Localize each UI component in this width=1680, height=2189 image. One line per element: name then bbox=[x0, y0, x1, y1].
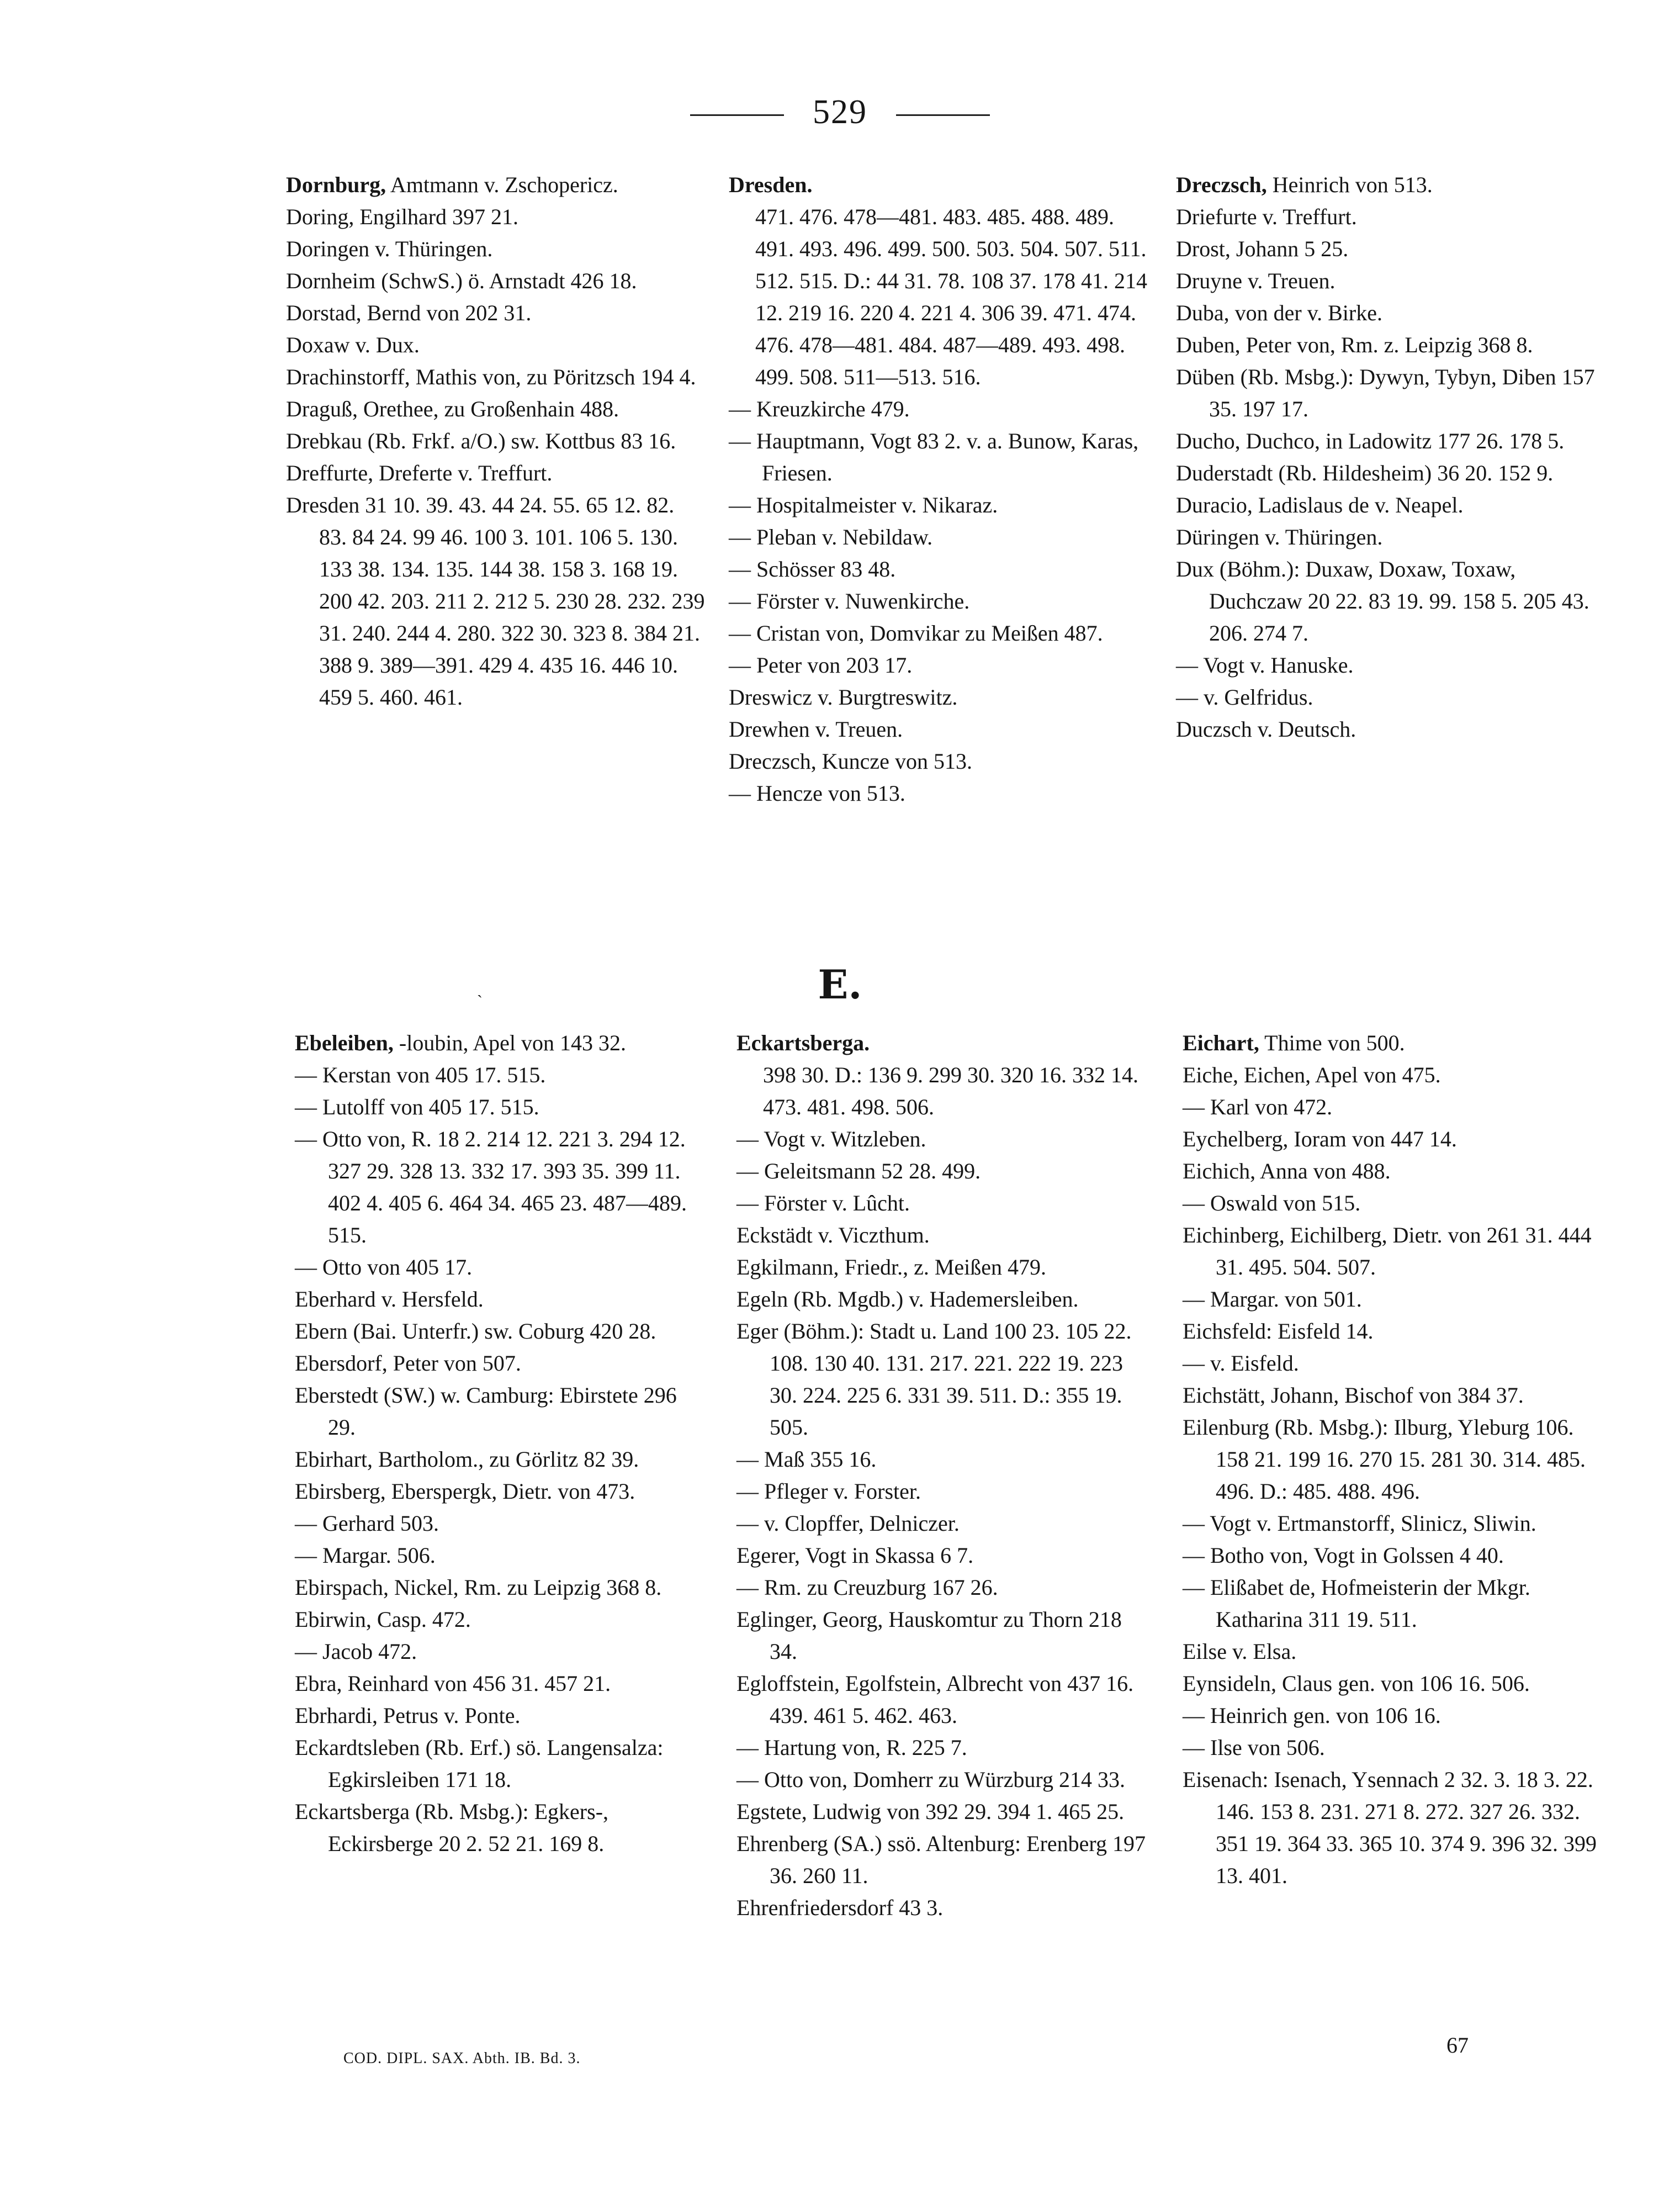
index-entry bbox=[295, 1444, 706, 1476]
index-entry bbox=[1176, 489, 1601, 521]
entry-text: — Kreuzkirche 479. bbox=[729, 396, 910, 421]
index-entry bbox=[1183, 1347, 1608, 1379]
entry-text: — Hencze von 513. bbox=[729, 781, 905, 806]
index-entry bbox=[736, 1027, 1154, 1059]
entry-text: — Förster v. Nuwenkirche. bbox=[729, 589, 970, 614]
index-entry bbox=[1176, 713, 1601, 745]
entry-text: Drost, Johann 5 25. bbox=[1176, 236, 1349, 261]
index-entry bbox=[286, 393, 706, 425]
signature-line: COD. DIPL. SAX. Abth. IB. Bd. 3. bbox=[343, 2050, 581, 2067]
index-entry bbox=[295, 1700, 706, 1732]
entry-headword: Ebeleiben, bbox=[295, 1030, 394, 1055]
entry-text: Dornheim (SchwS.) ö. Arnstadt 426 18. bbox=[286, 268, 637, 293]
entry-text: Egeln (Rb. Mgdb.) v. Hademersleiben. bbox=[736, 1287, 1079, 1312]
index-entry bbox=[286, 297, 706, 329]
index-column-top-1 bbox=[286, 169, 706, 713]
index-entry bbox=[1183, 1123, 1608, 1155]
index-entry bbox=[295, 1379, 706, 1444]
index-entry bbox=[295, 1540, 706, 1572]
entry-text: — Maß 355 16. bbox=[736, 1447, 877, 1472]
entry-text: Eckardtsleben (Rb. Erf.) sö. Langensalza: Egkirsleiben 171 18. bbox=[295, 1735, 664, 1792]
entry-text: Dux (Böhm.): Duxaw, Doxaw, Toxaw, Duchczaw 20 22. 83 19. 99. 158 5. 205 43. 206. 274 7. bbox=[1176, 557, 1589, 646]
entry-text: Driefurte v. Treffurt. bbox=[1176, 204, 1357, 229]
entry-text: — Otto von, Domherr zu Würzburg 214 33. bbox=[736, 1767, 1125, 1792]
index-entry bbox=[295, 1796, 706, 1860]
index-entry bbox=[295, 1604, 706, 1636]
index-entry bbox=[1183, 1379, 1608, 1411]
entry-text: — Botho von, Vogt in Golssen 4 40. bbox=[1183, 1543, 1504, 1568]
entry-text: — v. Gelfridus. bbox=[1176, 685, 1313, 710]
entry-text: — Kerstan von 405 17. 515. bbox=[295, 1062, 546, 1087]
entry-text: Drachinstorff, Mathis von, zu Pöritzsch 194 4. bbox=[286, 364, 696, 389]
entry-text: Eichstätt, Johann, Bischof von 384 37. bbox=[1183, 1383, 1524, 1408]
entry-text: — Geleitsmann 52 28. 499. bbox=[736, 1159, 981, 1183]
entry-text: Dreswicz v. Burgtreswitz. bbox=[729, 685, 958, 710]
index-entry bbox=[729, 425, 1154, 489]
index-entry bbox=[1183, 1155, 1608, 1187]
entry-text: Heinrich von 513. bbox=[1266, 172, 1433, 197]
index-entry bbox=[729, 201, 1154, 393]
index-entry bbox=[736, 1540, 1154, 1572]
section-letter: E. bbox=[818, 961, 862, 1008]
entry-text: — Jacob 472. bbox=[295, 1639, 417, 1664]
index-entry bbox=[736, 1732, 1154, 1764]
index-entry bbox=[295, 1508, 706, 1540]
entry-text: Eberhard v. Hersfeld. bbox=[295, 1287, 484, 1312]
entry-text: — Karl von 472. bbox=[1183, 1094, 1333, 1119]
entry-text: Duczsch v. Deutsch. bbox=[1176, 717, 1356, 742]
index-entry bbox=[736, 1828, 1154, 1892]
entry-text: — Oswald von 515. bbox=[1183, 1191, 1361, 1215]
entry-text: Dreffurte, Dreferte v. Treffurt. bbox=[286, 461, 553, 485]
index-entry bbox=[1183, 1732, 1608, 1764]
index-entry bbox=[729, 778, 1154, 810]
entry-text: Drewhen v. Treuen. bbox=[729, 717, 903, 742]
entry-text: — Vogt v. Hanuske. bbox=[1176, 653, 1354, 678]
index-entry bbox=[1176, 201, 1601, 233]
entry-text: — Hospitalmeister v. Nikaraz. bbox=[729, 493, 998, 517]
entry-text: Duderstadt (Rb. Hildesheim) 36 20. 152 9. bbox=[1176, 461, 1554, 485]
index-entry bbox=[295, 1732, 706, 1796]
index-entry bbox=[736, 1123, 1154, 1155]
entry-text: Eisenach: Isenach, Ysennach 2 32. 3. 18 3. 22. 146. 153 8. 231. 271 8. 272. 327 26. 332. 351 19. 364 33. 365 10. 374 9. 396 32. 399 13. 401. bbox=[1183, 1767, 1597, 1888]
index-entry bbox=[1176, 265, 1601, 297]
index-entry bbox=[1176, 297, 1601, 329]
entry-text: Dorstad, Bernd von 202 31. bbox=[286, 300, 532, 325]
index-entry bbox=[1176, 169, 1601, 201]
entry-text: Düringen v. Thüringen. bbox=[1176, 525, 1383, 549]
index-entry bbox=[286, 329, 706, 361]
entry-text: — Hauptmann, Vogt 83 2. v. a. Bunow, Karas, Friesen. bbox=[729, 429, 1139, 485]
index-entry bbox=[1183, 1187, 1608, 1219]
index-entry bbox=[729, 169, 1154, 201]
entry-text: — Peter von 203 17. bbox=[729, 653, 913, 678]
entry-text: — Cristan von, Domvikar zu Meißen 487. bbox=[729, 621, 1103, 646]
entry-text: Ebern (Bai. Unterfr.) sw. Coburg 420 28. bbox=[295, 1319, 656, 1344]
entry-text: Ehrenberg (SA.) ssö. Altenburg: Erenberg 197 36. 260 11. bbox=[736, 1831, 1146, 1888]
entry-text: Draguß, Orethee, zu Großenhain 488. bbox=[286, 396, 619, 421]
index-entry bbox=[286, 233, 706, 265]
entry-headword: Eichart, bbox=[1183, 1030, 1259, 1055]
index-column-bottom-1 bbox=[295, 1027, 706, 1860]
entry-text: Dresden 31 10. 39. 43. 44 24. 55. 65 12. 82. 83. 84 24. 99 46. 100 3. 101. 106 5. 130. 133 38. 134. 135. 144 38. 158 3. 168 19. 200 42. 203. 211 2. 212 5. 230 28. 232. 239 31. 240. 244 4. 280. 322 30. 323 8. 384 21. 388 9. 389—391. 429 4. 435 16. 446 10. 459 5. 460. 461. bbox=[286, 493, 705, 710]
entry-text: 471. 476. 478—481. 483. 485. 488. 489. 491. 493. 496. 499. 500. 503. 504. 507. 511. 512. 515. D.: 44 31. 78. 108 37. 178 41. 214 12. 219 16. 220 4. 221 4. 306 39. 471. 474. 476. 478—481. 484. 487—489. 493. 498. 499. 508. 511—513. 516. bbox=[755, 204, 1147, 389]
header-rule-left bbox=[690, 114, 784, 116]
index-entry bbox=[295, 1315, 706, 1347]
entry-text: — Heinrich gen. von 106 16. bbox=[1183, 1703, 1441, 1728]
entry-text: — Pleban v. Nebildaw. bbox=[729, 525, 933, 549]
index-entry bbox=[729, 713, 1154, 745]
entry-text: Thime von 500. bbox=[1259, 1030, 1405, 1055]
entry-text: — Hartung von, R. 225 7. bbox=[736, 1735, 967, 1760]
index-entry bbox=[295, 1668, 706, 1700]
entry-text: Duracio, Ladislaus de v. Neapel. bbox=[1176, 493, 1464, 517]
index-column-top-3 bbox=[1176, 169, 1601, 745]
index-entry bbox=[729, 553, 1154, 585]
index-entry bbox=[295, 1347, 706, 1379]
entry-text: Egloffstein, Egolfstein, Albrecht von 437 16. 439. 461 5. 462. 463. bbox=[736, 1671, 1134, 1728]
entry-text: Duben, Peter von, Rm. z. Leipzig 368 8. bbox=[1176, 332, 1533, 357]
index-entry bbox=[295, 1251, 706, 1283]
entry-text: Egkilmann, Friedr., z. Meißen 479. bbox=[736, 1255, 1047, 1279]
index-entry bbox=[729, 521, 1154, 553]
entry-text: Eger (Böhm.): Stadt u. Land 100 23. 105 22. 108. 130 40. 131. 217. 221. 222 19. 223 30. 224. 225 6. 331 39. 511. D.: 355 19. 505. bbox=[736, 1319, 1132, 1440]
entry-text: — Lutolff von 405 17. 515. bbox=[295, 1094, 539, 1119]
entry-text: — Rm. zu Creuzburg 167 26. bbox=[736, 1575, 998, 1600]
entry-text: — Vogt v. Witzleben. bbox=[736, 1127, 926, 1151]
entry-text: Doringen v. Thüringen. bbox=[286, 236, 493, 261]
entry-headword: Dornburg, bbox=[286, 172, 386, 197]
index-entry bbox=[286, 425, 706, 457]
index-entry bbox=[736, 1187, 1154, 1219]
entry-text: Ebirwin, Casp. 472. bbox=[295, 1607, 471, 1632]
entry-text: — Förster v. Lûcht. bbox=[736, 1191, 910, 1215]
index-entry bbox=[736, 1059, 1154, 1123]
entry-text: — v. Clopffer, Delniczer. bbox=[736, 1511, 960, 1536]
index-entry bbox=[729, 617, 1154, 649]
index-entry bbox=[736, 1508, 1154, 1540]
index-entry bbox=[736, 1315, 1154, 1444]
index-entry bbox=[729, 585, 1154, 617]
index-entry bbox=[736, 1219, 1154, 1251]
entry-text: Ebra, Reinhard von 456 31. 457 21. bbox=[295, 1671, 611, 1696]
index-entry bbox=[1183, 1668, 1608, 1700]
index-entry bbox=[295, 1027, 706, 1059]
index-entry bbox=[736, 1283, 1154, 1315]
entry-text: — Ilse von 506. bbox=[1183, 1735, 1325, 1760]
index-entry bbox=[1183, 1700, 1608, 1732]
entry-headword: Dreczsch, bbox=[1176, 172, 1267, 197]
index-entry bbox=[1176, 649, 1601, 681]
index-entry bbox=[1176, 681, 1601, 713]
entry-text: Ebirsberg, Eberspergk, Dietr. von 473. bbox=[295, 1479, 635, 1504]
entry-text: — Gerhard 503. bbox=[295, 1511, 439, 1536]
index-entry bbox=[736, 1668, 1154, 1732]
index-entry bbox=[295, 1283, 706, 1315]
index-entry bbox=[729, 393, 1154, 425]
entry-text: Ebersdorf, Peter von 507. bbox=[295, 1351, 521, 1376]
index-entry bbox=[1183, 1572, 1608, 1636]
index-entry bbox=[1176, 521, 1601, 553]
entry-text: — Pfleger v. Forster. bbox=[736, 1479, 921, 1504]
entry-text: Eiche, Eichen, Apel von 475. bbox=[1183, 1062, 1441, 1087]
index-entry bbox=[1183, 1540, 1608, 1572]
stray-mark: ˎ bbox=[477, 980, 483, 998]
entry-headword: Eckartsberga. bbox=[736, 1030, 870, 1055]
index-entry bbox=[1183, 1508, 1608, 1540]
entry-text: Düben (Rb. Msbg.): Dywyn, Tybyn, Diben 157 35. 197 17. bbox=[1176, 364, 1595, 421]
entry-text: — Elißabet de, Hofmeisterin der Mkgr. Katharina 311 19. 511. bbox=[1183, 1575, 1530, 1632]
index-entry bbox=[286, 457, 706, 489]
entry-text: Eckstädt v. Viczthum. bbox=[736, 1223, 930, 1247]
index-entry bbox=[736, 1444, 1154, 1476]
entry-text: Druyne v. Treuen. bbox=[1176, 268, 1335, 293]
entry-text: — v. Eisfeld. bbox=[1183, 1351, 1299, 1376]
index-entry bbox=[729, 681, 1154, 713]
index-entry bbox=[1176, 425, 1601, 457]
index-entry bbox=[295, 1572, 706, 1604]
entry-text: — Otto von 405 17. bbox=[295, 1255, 473, 1279]
entry-text: — Margar. von 501. bbox=[1183, 1287, 1362, 1312]
entry-text: Egerer, Vogt in Skassa 6 7. bbox=[736, 1543, 974, 1568]
index-entry bbox=[1183, 1091, 1608, 1123]
index-entry bbox=[1183, 1027, 1608, 1059]
entry-text: Amtmann v. Zschopericz. bbox=[386, 172, 618, 197]
index-entry bbox=[736, 1476, 1154, 1508]
index-column-bottom-3 bbox=[1183, 1027, 1608, 1892]
index-entry bbox=[736, 1796, 1154, 1828]
entry-text: — Vogt v. Ertmanstorff, Slinicz, Sliwin. bbox=[1183, 1511, 1536, 1536]
page-number: 529 bbox=[813, 93, 867, 131]
entry-text: Ducho, Duchco, in Ladowitz 177 26. 178 5. bbox=[1176, 429, 1565, 453]
index-entry bbox=[736, 1251, 1154, 1283]
index-entry bbox=[1183, 1764, 1608, 1892]
entry-text: Dreczsch, Kuncze von 513. bbox=[729, 749, 972, 774]
index-column-bottom-2 bbox=[736, 1027, 1154, 1924]
index-entry bbox=[1183, 1283, 1608, 1315]
entry-text: Ehrenfriedersdorf 43 3. bbox=[736, 1895, 944, 1920]
entry-text: Egstete, Ludwig von 392 29. 394 1. 465 25. bbox=[736, 1799, 1125, 1824]
entry-text: Ebirhart, Bartholom., zu Görlitz 82 39. bbox=[295, 1447, 639, 1472]
index-entry bbox=[295, 1476, 706, 1508]
index-entry bbox=[295, 1059, 706, 1091]
entry-text: Eilenburg (Rb. Msbg.): Ilburg, Yleburg 106. 158 21. 199 16. 270 15. 281 30. 314. 485. 496. D.: 485. 488. 496. bbox=[1183, 1415, 1586, 1504]
entry-text: Eichsfeld: Eisfeld 14. bbox=[1183, 1319, 1374, 1344]
entry-headword: Dresden. bbox=[729, 172, 813, 197]
index-entry bbox=[286, 489, 706, 713]
index-entry bbox=[736, 1572, 1154, 1604]
index-entry bbox=[1183, 1059, 1608, 1091]
index-entry bbox=[1183, 1315, 1608, 1347]
entry-text: -loubin, Apel von 143 32. bbox=[393, 1030, 626, 1055]
entry-text: Doxaw v. Dux. bbox=[286, 332, 420, 357]
header-rule-right bbox=[896, 114, 990, 116]
index-entry bbox=[736, 1155, 1154, 1187]
index-entry bbox=[286, 265, 706, 297]
index-entry bbox=[295, 1091, 706, 1123]
index-entry bbox=[1183, 1219, 1608, 1283]
index-entry bbox=[736, 1604, 1154, 1668]
index-entry bbox=[1176, 553, 1601, 649]
index-entry bbox=[729, 649, 1154, 681]
index-entry bbox=[1176, 361, 1601, 425]
index-entry bbox=[1183, 1411, 1608, 1508]
index-column-top-2 bbox=[729, 169, 1154, 810]
index-entry bbox=[729, 745, 1154, 778]
entry-text: Duba, von der v. Birke. bbox=[1176, 300, 1382, 325]
entry-text: Eichich, Anna von 488. bbox=[1183, 1159, 1391, 1183]
entry-text: Eichinberg, Eichilberg, Dietr. von 261 31. 444 31. 495. 504. 507. bbox=[1183, 1223, 1592, 1279]
page-header bbox=[0, 93, 1680, 132]
entry-text: Ebrhardi, Petrus v. Ponte. bbox=[295, 1703, 521, 1728]
entry-text: Eglinger, Georg, Hauskomtur zu Thorn 218 34. bbox=[736, 1607, 1122, 1664]
entry-text: Eilse v. Elsa. bbox=[1183, 1639, 1297, 1664]
entry-text: Ebirspach, Nickel, Rm. zu Leipzig 368 8. bbox=[295, 1575, 662, 1600]
entry-text: — Margar. 506. bbox=[295, 1543, 436, 1568]
entry-text: — Schösser 83 48. bbox=[729, 557, 896, 581]
entry-text: Eychelberg, Ioram von 447 14. bbox=[1183, 1127, 1457, 1151]
entry-text: 398 30. D.: 136 9. 299 30. 320 16. 332 14. 473. 481. 498. 506. bbox=[763, 1062, 1138, 1119]
index-entry bbox=[286, 201, 706, 233]
index-entry bbox=[1183, 1636, 1608, 1668]
index-entry bbox=[295, 1636, 706, 1668]
index-entry bbox=[295, 1123, 706, 1251]
entry-text: Eynsideln, Claus gen. von 106 16. 506. bbox=[1183, 1671, 1530, 1696]
sheet-number: 67 bbox=[1446, 2033, 1469, 2058]
index-entry bbox=[729, 489, 1154, 521]
index-entry bbox=[1176, 457, 1601, 489]
entry-text: Eberstedt (SW.) w. Camburg: Ebirstete 296 29. bbox=[295, 1383, 677, 1440]
index-entry bbox=[286, 169, 706, 201]
index-entry bbox=[1176, 329, 1601, 361]
entry-text: — Otto von, R. 18 2. 214 12. 221 3. 294 12. 327 29. 328 13. 332 17. 393 35. 399 11. 402 4. 405 6. 464 34. 465 23. 487—489. 515. bbox=[295, 1127, 687, 1247]
index-entry bbox=[286, 361, 706, 393]
entry-text: Drebkau (Rb. Frkf. a/O.) sw. Kottbus 83 16. bbox=[286, 429, 676, 453]
index-entry bbox=[1176, 233, 1601, 265]
entry-text: Doring, Engilhard 397 21. bbox=[286, 204, 519, 229]
index-entry bbox=[736, 1764, 1154, 1796]
index-entry bbox=[736, 1892, 1154, 1924]
entry-text: Eckartsberga (Rb. Msbg.): Egkers-, Eckirsberge 20 2. 52 21. 169 8. bbox=[295, 1799, 609, 1856]
